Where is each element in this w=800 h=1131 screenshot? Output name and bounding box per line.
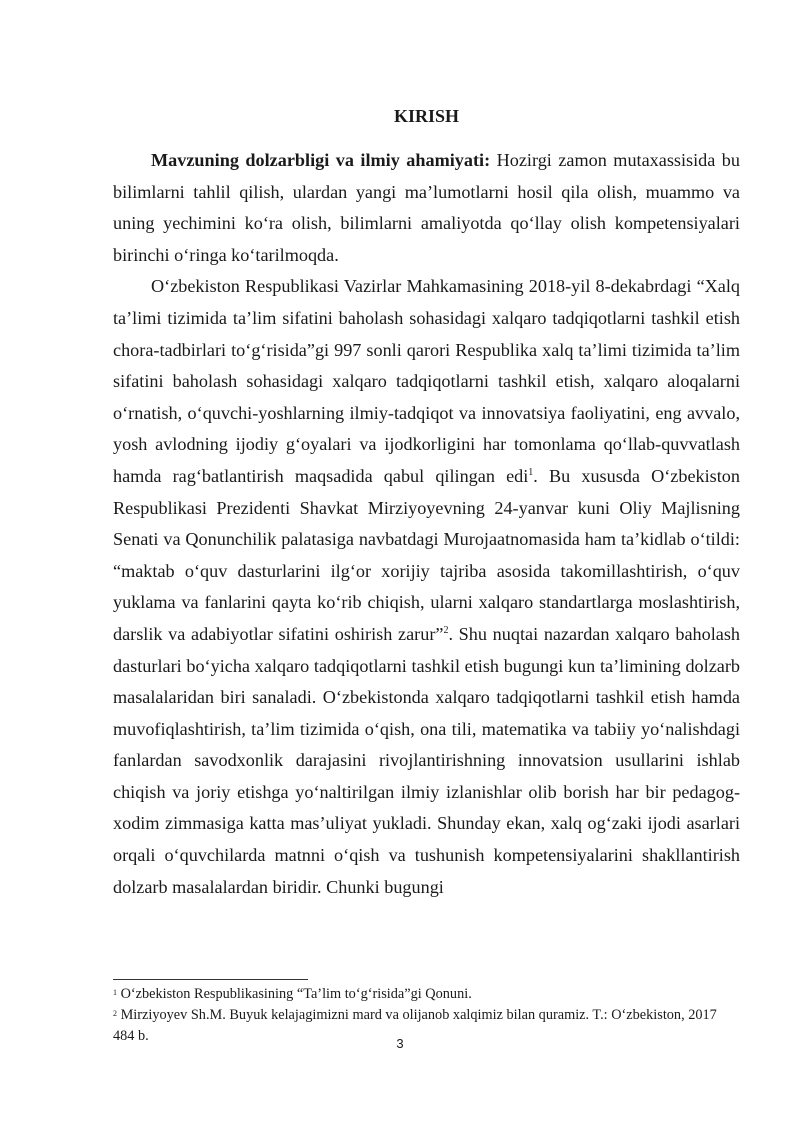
paragraph-decree [113,271,740,903]
paragraph-text: Hozirgi zamon mutaxassisida bu bilimlarni tahlil qilish, ulardan yangi ma’lumotlarni hosil qila olish, muammo va uning yechimini ko‘ra olish, bilimlarni amaliyotda qo‘llay olish kompetensiyalari birinchi o‘ringa ko‘tarilmoqda. [113,150,740,265]
paragraph-text-part3: . Shu nuqtai nazardan xalqaro baholash dasturlari bo‘yicha xalqaro tadqiqotlarni tashkil etish bugungi kun ta’limining dolzarb masalalaridan biri sanaladi. O‘zbekistonda xalqaro tadqiqotlarni tashkil etish hamda muvofiqlashtirish, ta’lim tizimida o‘qish, ona tili, matematika va tabiiy yo‘nalishdagi fanlardan savodxonlik darajasini rivojlantirishning innovatsion usullarini ishlab chiqish va joriy etishga yo‘naltirilgan ilmiy izlanishlar olib borish har bir pedagog-xodim zimmasiga katta mas’uliyat yukladi. Shunday ekan, xalq og‘zaki ijodi asarlari orqali o‘quvchilarda matnni o‘qish va tushunish kompetensiyalarini shakllantirish dolzarb masalalardan biridir. Chunki bugungi [113,623,741,897]
paragraph-lead: Mavzuning dolzarbligi va ilmiy ahamiyati: [151,150,491,170]
paragraph-text-part2: . Bu xususda O‘zbekiston Respublikasi Prezidenti Shavkat Mirziyoyevning 24-yanvar kuni Oliy Majlisning Senati va Qonunchilik palatasiga navbatdagi Murojaatnomasida ham ta’kidlab o‘tildi: “maktab o‘quv dasturlarini ilg‘or xorijiy tajriba asosida takomillashtirish, o‘quv yuklama va fanlarini qayta ko‘rib chiqish, ularni xalqaro standartlarga moslashtirish, darslik va adabiyotlar sifatini oshirish zarur” [113,465,740,644]
footnote-divider [113,979,308,980]
page-number: 3 [396,1036,404,1051]
document-page [113,100,740,903]
footnote-ref-2[interactable]: 2 [443,624,449,636]
footnote-mark: 2 [113,1009,117,1018]
footnote-item [113,984,740,1005]
footnote-text: O‘zbekiston Respublikasining “Ta’lim to‘g‘risida”gi Qonuni. [117,986,472,1002]
paragraph-text-part1: O‘zbekiston Respublikasi Vazirlar Mahkamasining 2018-yil 8-dekabrdagi “Xalq ta’limi tizimida ta’lim sifatini baholash sohasidagi xalqaro tadqiqotlarni tashkil etish chora-tadbirlari to‘g‘risida”gi 997 sonli qarori Respublika xalq ta’limi tizimida ta’lim sifatini baholash sohasidagi xalqaro tadqiqotlarni tashkil etish, xalqaro aloqalarni o‘rnatish, o‘quvchi-yoshlarning ilmiy-tadqiqot va innovatsiya faoliyatini, eng avvalo, yosh avlodning ijodiy g‘oyalari va ijodkorligini har tomonlama qo‘llab-quvvatlash hamda rag‘batlantirish maqsadida qabul qilingan edi [113,276,740,486]
footnote-text: Mirziyoyev Sh.M. Buyuk kelajagimizni mard va olijanob xalqimiz bilan quramiz. T.: O‘zbekiston, 2017 484 b. [113,1007,717,1044]
footnote-mark: 1 [113,988,117,997]
footnote-ref-1[interactable]: 1 [528,466,534,478]
section-title: KIRISH [393,106,460,126]
paragraph-relevance [113,145,740,271]
